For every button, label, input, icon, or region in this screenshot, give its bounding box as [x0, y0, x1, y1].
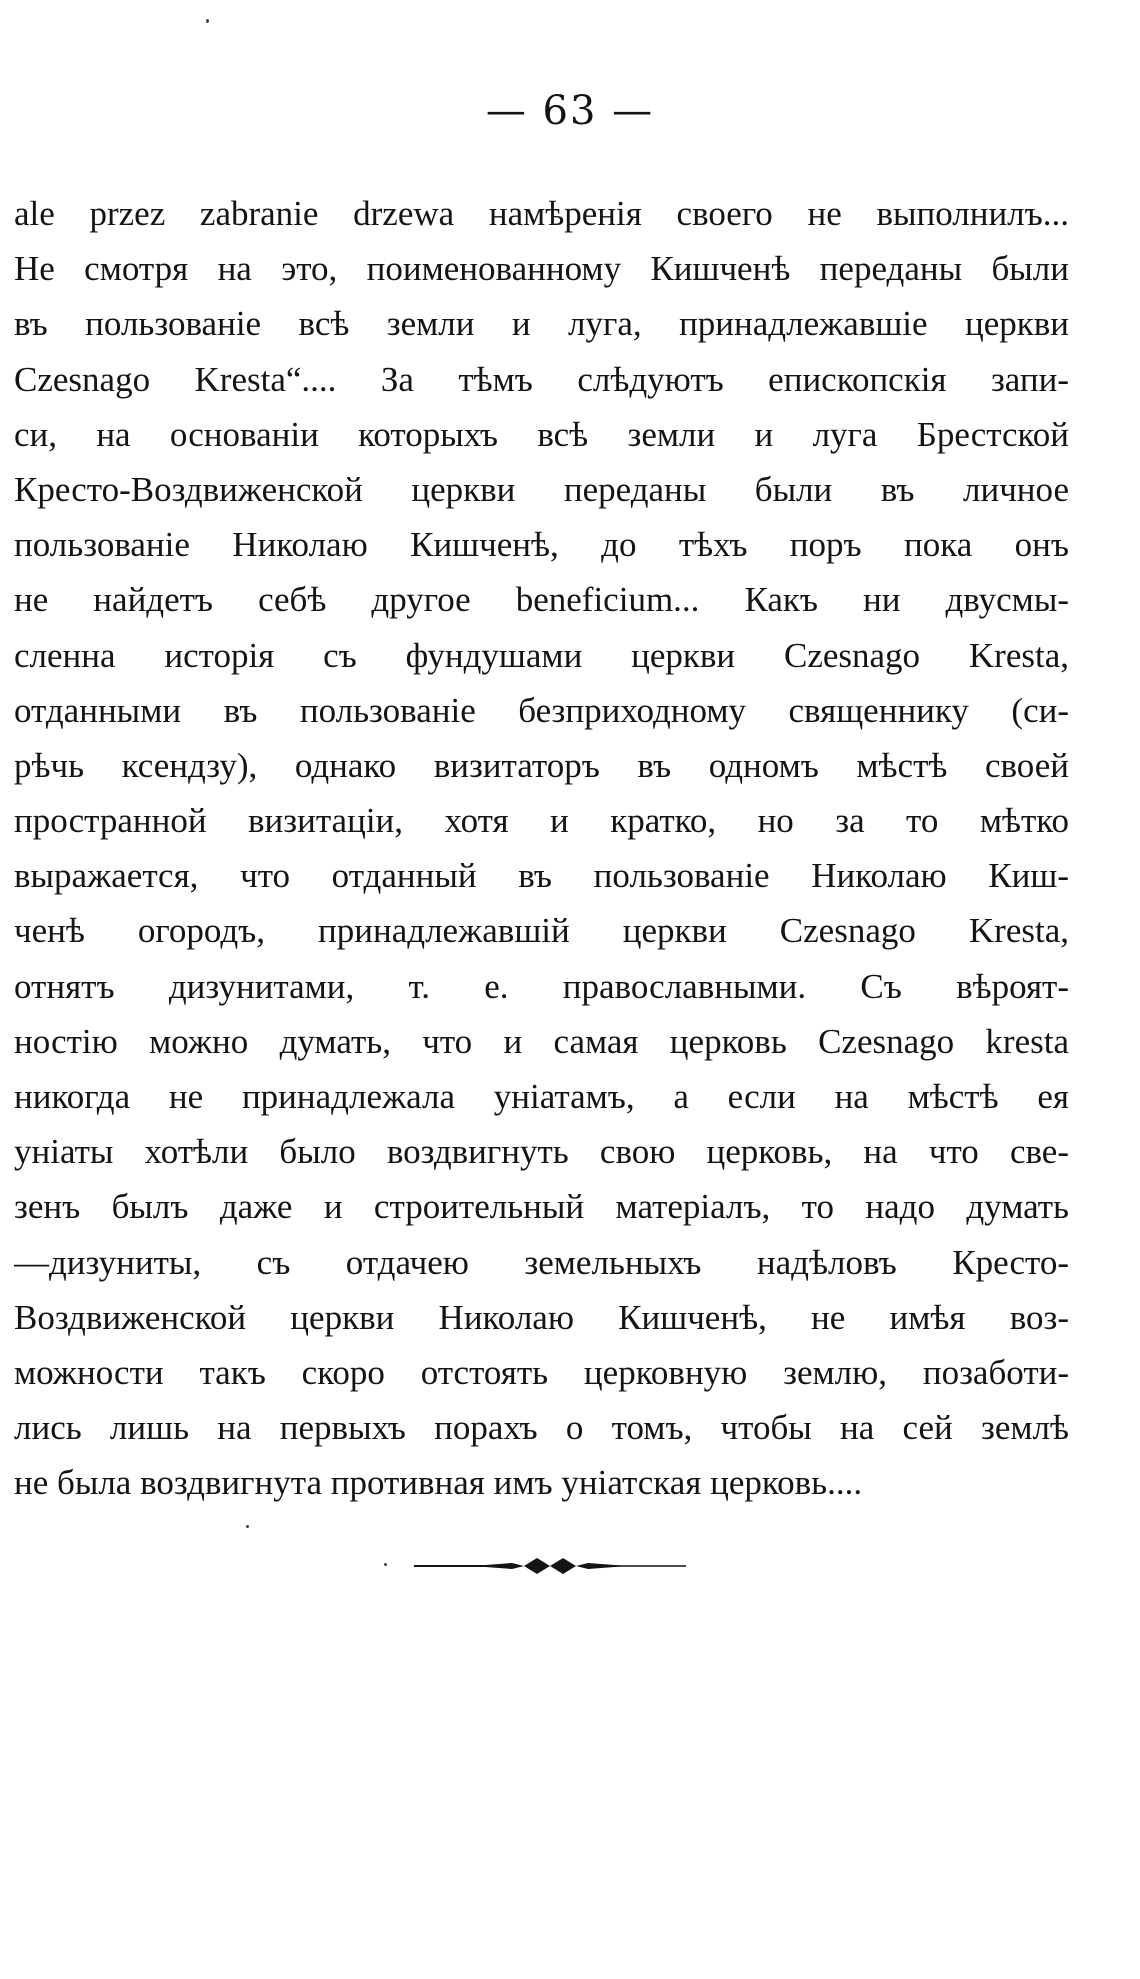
text-line: лись лишь на первыхъ порахъ о томъ, чтобы на сей землѣ — [14, 1408, 1069, 1448]
paper-speck — [246, 1525, 249, 1528]
text-line: никогда не принадлежала уніатамъ, а если на мѣстѣ ея — [14, 1077, 1069, 1116]
text-line: можности такъ скоро отстоять церковную землю, позаботи- — [14, 1352, 1069, 1392]
text-line: ченѣ огородъ, принадлежавшій церкви Czesnago Kresta, — [14, 911, 1069, 951]
text-line: —дизуниты, съ отдачею земельныхъ надѣловъ Кресто- — [14, 1242, 1069, 1282]
text-line: пользованіе Николаю Кишченѣ, до тѣхъ поръ пока онъ — [14, 525, 1069, 565]
tailpiece-ornament-icon — [412, 1554, 688, 1578]
text-line: въ пользованіе всѣ земли и луга, принадлежавшіе церкви — [14, 304, 1069, 344]
text-line: не найдетъ себѣ другое beneficium... Какъ ни двусмы- — [14, 580, 1069, 620]
text-line: уніаты хотѣли было воздвигнуть свою церковь, на что све- — [14, 1132, 1069, 1172]
text-line: си, на основаніи которыхъ всѣ земли и луга Брестской — [14, 414, 1069, 454]
text-line: сленна исторія съ фундушами церкви Czesnago Kresta, — [14, 635, 1069, 675]
text-line: рѣчь ксендзу), однако визитаторъ въ одномъ мѣстѣ своей — [14, 745, 1069, 785]
paper-speck — [206, 19, 209, 23]
text-line: Кресто-Воздвиженской церкви переданы были въ личное — [14, 469, 1069, 509]
page-number: — 63 — — [485, 88, 655, 134]
text-line: Czesnago Kresta“.... За тѣмъ слѣдуютъ епископскія запи- — [14, 359, 1069, 399]
text-line: ale przez zabranie drzewa намѣренія своего не выполнилъ... — [14, 194, 1069, 233]
text-line: Не смотря на это, поименованному Кишченѣ переданы были — [14, 249, 1069, 289]
text-line: отнятъ дизунитами, т. е. православными. Съ вѣроят- — [14, 966, 1069, 1006]
text-line: выражается, что отданный въ пользованіе Николаю Киш- — [14, 856, 1069, 896]
text-line: пространной визитаціи, хотя и кратко, но за то мѣтко — [14, 801, 1069, 841]
text-line: Воздвиженской церкви Николаю Кишченѣ, не имѣя воз- — [14, 1297, 1069, 1337]
text-line: не была воздвигнута противная имъ уніатская церковь.... — [14, 1463, 863, 1503]
body-text — [14, 186, 1069, 1511]
text-line: отданными въ пользованіе безприходному священнику (си- — [14, 690, 1069, 730]
paper-speck — [384, 1563, 387, 1566]
text-line: зенъ былъ даже и строительный матеріалъ, то надо думать — [14, 1187, 1069, 1227]
text-line: ностію можно думать, что и самая церковь Czesnago kresta — [14, 1021, 1069, 1061]
